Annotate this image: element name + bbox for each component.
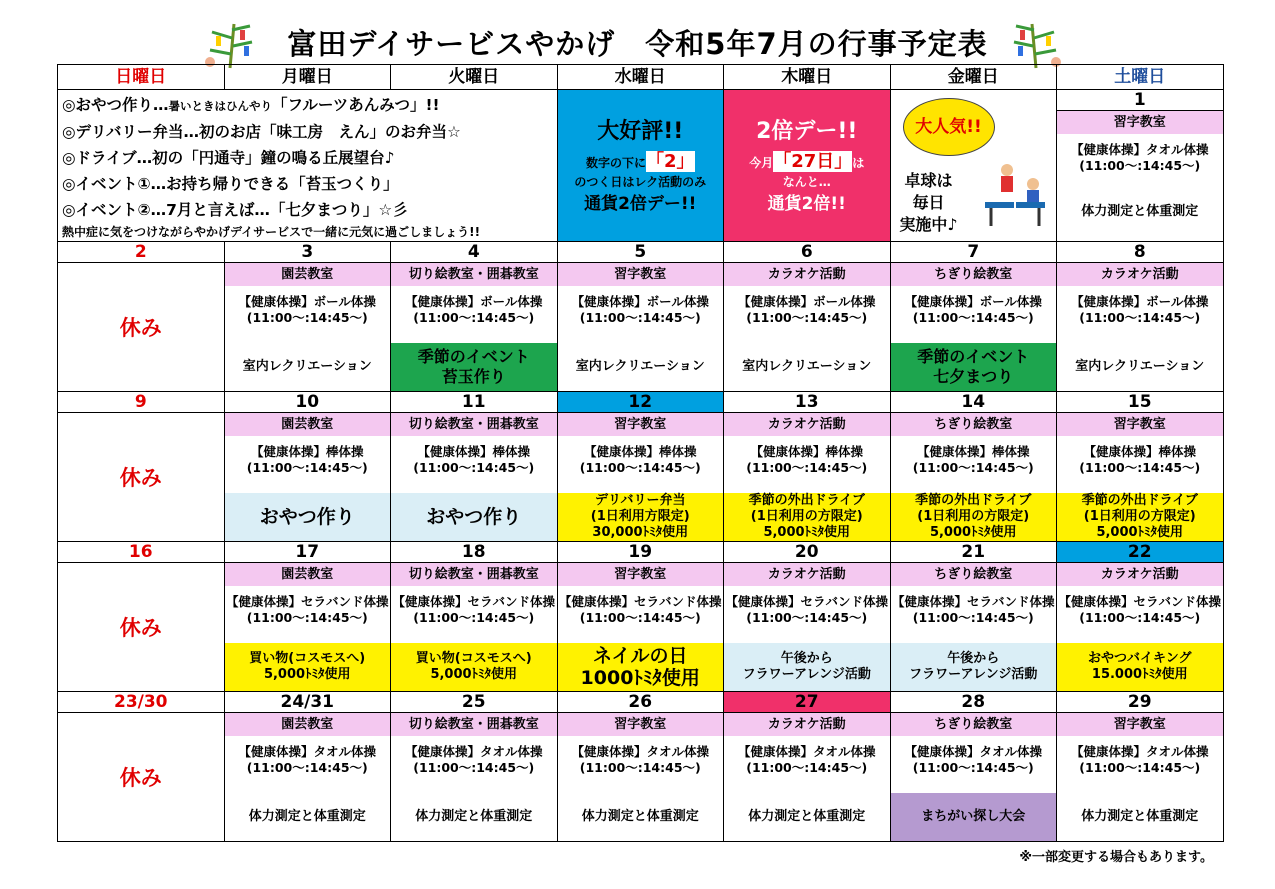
activity-1: 習字教室 xyxy=(558,263,724,286)
day-cell xyxy=(890,263,1057,392)
activity-2: 【健康体操】タオル体操 (11:00～:14:45～) xyxy=(571,744,709,775)
activity-1: 習字教室 xyxy=(1057,713,1223,736)
weekday-header: 火曜日 xyxy=(391,65,558,90)
day-cell-1 xyxy=(1057,90,1224,242)
day-number: 9 xyxy=(58,392,225,413)
activity-1: 切り絵教室・囲碁教室 xyxy=(391,263,557,286)
activity-1: 習字教室 xyxy=(1057,413,1223,436)
weekday-header: 水曜日 xyxy=(557,65,724,90)
activity-3: おやつ作り xyxy=(391,493,557,541)
info-line-3: ◎ドライブ…初の「円通寺」鐘の鳴る丘展望台♪ xyxy=(62,149,395,167)
day-number: 7 xyxy=(890,242,1057,263)
activity-2: 【健康体操】セラバンド体操 (11:00～:14:45～) xyxy=(725,594,888,625)
activity-1: カラオケ活動 xyxy=(1057,563,1223,586)
day-cell xyxy=(1057,263,1224,392)
activity-1: 習字教室 xyxy=(558,413,724,436)
activity-1: 園芸教室 xyxy=(225,713,391,736)
week-activity-row xyxy=(58,713,1224,842)
weekday-header: 木曜日 xyxy=(724,65,891,90)
weekday-header-row xyxy=(58,65,1224,90)
day-cell xyxy=(557,563,724,692)
day-number: 16 xyxy=(58,542,225,563)
info-line-4: ◎イベント①…お持ち帰りできる「苔玉つくり」 xyxy=(62,175,399,193)
day-cell xyxy=(1057,413,1224,542)
activity-2: 【健康体操】タオル体操 (11:00～:14:45～) xyxy=(1070,744,1209,775)
sunday-cell xyxy=(58,713,225,842)
activity-1: ちぎり絵教室 xyxy=(891,263,1057,286)
day-number: 5 xyxy=(557,242,724,263)
day-number: 11 xyxy=(391,392,558,413)
day-number-row xyxy=(58,542,1224,563)
day-cell xyxy=(724,413,891,542)
activity-2: 【健康体操】タオル体操 (11:00～:14:45～) xyxy=(737,744,876,775)
activity-1: 切り絵教室・囲碁教室 xyxy=(391,713,557,736)
activity-2: 【健康体操】ボール体操 (11:00～:14:45～) xyxy=(1071,294,1209,325)
activity-1: 習字教室 xyxy=(558,713,724,736)
day-cell xyxy=(724,263,891,392)
day-cell xyxy=(890,563,1057,692)
activity-3: 買い物(コスモスへ) 5,000ﾄﾐﾀ使用 xyxy=(225,643,391,691)
activity-1: 園芸教室 xyxy=(225,263,391,286)
activity-1: カラオケ活動 xyxy=(724,563,890,586)
info-line-5: ◎イベント②…7月と言えば…「七夕まつり」☆彡 xyxy=(62,201,408,219)
day-number: 15 xyxy=(1057,392,1224,413)
sunday-cell xyxy=(58,413,225,542)
activity-1: 習字教室 xyxy=(558,563,724,586)
activity-3: 季節の外出ドライブ (1日利用の方限定) 5,000ﾄﾐﾀ使用 xyxy=(891,493,1057,541)
weekday-header: 土曜日 xyxy=(1057,65,1224,90)
weekday-header: 月曜日 xyxy=(224,65,391,90)
table-tennis-icon xyxy=(979,160,1051,232)
activity-1: 習字教室 xyxy=(1057,111,1223,134)
rest-label: 休み xyxy=(119,316,162,340)
activity-3: 体力測定と体重測定 xyxy=(748,809,866,824)
activity-1: カラオケ活動 xyxy=(724,413,890,436)
day-number: 6 xyxy=(724,242,891,263)
day-number: 21 xyxy=(890,542,1057,563)
day-number: 20 xyxy=(724,542,891,563)
day-cell xyxy=(557,263,724,392)
activity-2: 【健康体操】セラバンド体操 (11:00～:14:45～) xyxy=(225,594,389,625)
day-number: 12 xyxy=(557,392,724,413)
day-number: 3 xyxy=(224,242,391,263)
activity-2: 【健康体操】ボール体操 (11:00～:14:45～) xyxy=(738,294,876,325)
day-cell xyxy=(724,563,891,692)
day-number: 28 xyxy=(890,692,1057,713)
activity-1: 切り絵教室・囲碁教室 xyxy=(391,563,557,586)
calendar-table xyxy=(57,64,1224,842)
info-line-2: ◎デリバリー弁当…初のお店「味工房 えん」のお弁当☆ xyxy=(62,123,461,141)
day-number: 2 xyxy=(58,242,225,263)
day-number: 10 xyxy=(224,392,391,413)
day-number: 24/31 xyxy=(224,692,391,713)
activity-2: 【健康体操】ボール体操 (11:00～:14:45～) xyxy=(238,294,376,325)
day-cell xyxy=(557,713,724,842)
activity-2: 【健康体操】棒体操 (11:00～:14:45～) xyxy=(579,444,701,475)
activity-3: 季節のイベント 七夕まつり xyxy=(891,343,1057,391)
activity-1: カラオケ活動 xyxy=(1057,263,1223,286)
day-cell xyxy=(557,413,724,542)
day-number: 13 xyxy=(724,392,891,413)
activity-1: ちぎり絵教室 xyxy=(891,713,1057,736)
day-cell xyxy=(890,413,1057,542)
activity-2: 【健康体操】タオル体操 (11:00～:14:45～) xyxy=(404,744,543,775)
activity-2: 【健康体操】棒体操 (11:00～:14:45～) xyxy=(912,444,1034,475)
promo-thursday: 2倍デー!! 今月「27日」は なんと… 通貨2倍!! xyxy=(724,90,891,242)
day-cell xyxy=(1057,563,1224,692)
week-activity-row xyxy=(58,413,1224,542)
activity-3: 買い物(コスモスへ) 5,000ﾄﾐﾀ使用 xyxy=(391,643,557,691)
day-number: 29 xyxy=(1057,692,1224,713)
activity-3: 季節の外出ドライブ (1日利用の方限定) 5,000ﾄﾐﾀ使用 xyxy=(724,493,890,541)
day-cell xyxy=(224,263,391,392)
activity-3: 季節の外出ドライブ (1日利用の方限定) 5,000ﾄﾐﾀ使用 xyxy=(1057,493,1223,541)
day-number: 4 xyxy=(391,242,558,263)
activity-1: 切り絵教室・囲碁教室 xyxy=(391,413,557,436)
tanabata-bamboo-icon xyxy=(1010,22,1066,70)
rest-label: 休み xyxy=(119,466,162,490)
activity-3: 体力測定と体重測定 xyxy=(248,809,366,824)
promo-friday: 大人気!! 卓球は 毎日 実施中♪ xyxy=(890,90,1057,242)
week-0-row xyxy=(58,90,1224,242)
tanabata-bamboo-icon xyxy=(200,22,256,70)
activity-1: 園芸教室 xyxy=(225,413,391,436)
day-number: 14 xyxy=(890,392,1057,413)
activity-3: 午後から フラワーアレンジ活動 xyxy=(724,643,890,691)
day-cell xyxy=(391,413,558,542)
activity-3: おやつバイキング 15.000ﾄﾐﾀ使用 xyxy=(1057,643,1223,691)
activity-3: 室内レクリエーション xyxy=(1075,359,1205,374)
activity-2: 【健康体操】タオル体操 (11:00～:14:45～) xyxy=(238,744,376,775)
day-cell xyxy=(224,713,391,842)
activity-1: ちぎり絵教室 xyxy=(891,563,1057,586)
day-number: 23/30 xyxy=(58,692,225,713)
day-number: 1 xyxy=(1057,90,1223,111)
activity-2: 【健康体操】タオル体操 (11:00～:14:45～) xyxy=(1070,142,1209,173)
activity-3: まちがい探し大会 xyxy=(891,793,1057,841)
info-line-1: ◎おやつ作り…暑いときはひんやり「フルーツあんみつ」!! xyxy=(62,96,440,114)
day-number: 17 xyxy=(224,542,391,563)
activity-2: 【健康体操】セラバンド体操 (11:00～:14:45～) xyxy=(891,594,1055,625)
activity-3: 室内レクリエーション xyxy=(742,359,872,374)
rest-label: 休み xyxy=(119,616,162,640)
activity-3: おやつ作り xyxy=(225,493,391,541)
activity-2: 【健康体操】棒体操 (11:00～:14:45～) xyxy=(246,444,368,475)
activity-2: 【健康体操】タオル体操 (11:00～:14:45～) xyxy=(904,744,1042,775)
day-cell xyxy=(224,563,391,692)
week-activity-row xyxy=(58,563,1224,692)
activity-2: 【健康体操】棒体操 (11:00～:14:45～) xyxy=(413,444,535,475)
promo-wednesday: 大好評!! 数字の下に「2」 のつく日はレク活動のみ 通貨2倍デー!! xyxy=(557,90,724,242)
activity-3: 午後から フラワーアレンジ活動 xyxy=(891,643,1057,691)
activity-3: 季節のイベント 苔玉作り xyxy=(391,343,557,391)
activity-3: 体力測定と体重測定 xyxy=(415,809,533,824)
activity-1: カラオケ活動 xyxy=(724,713,890,736)
day-number: 26 xyxy=(557,692,724,713)
day-cell xyxy=(391,713,558,842)
info-panel xyxy=(58,90,558,242)
page-title: 富田デイサービスやかげ 令和5年7月の行事予定表 xyxy=(287,27,988,61)
weekday-header: 日曜日 xyxy=(58,65,225,90)
activity-2: 【健康体操】セラバンド体操 (11:00～:14:45～) xyxy=(392,594,555,625)
day-number-row xyxy=(58,692,1224,713)
activity-2: 【健康体操】棒体操 (11:00～:14:45～) xyxy=(1079,444,1201,475)
activity-2: 【健康体操】ボール体操 (11:00～:14:45～) xyxy=(571,294,709,325)
day-number-row xyxy=(58,242,1224,263)
day-number: 8 xyxy=(1057,242,1224,263)
activity-3: 室内レクリエーション xyxy=(575,359,705,374)
day-number: 19 xyxy=(557,542,724,563)
speech-bubble: 大人気!! xyxy=(903,98,995,156)
week-activity-row xyxy=(58,263,1224,392)
activity-3: 体力測定と体重測定 xyxy=(581,809,699,824)
activity-2: 【健康体操】ボール体操 (11:00～:14:45～) xyxy=(405,294,543,325)
activity-3: ネイルの日 1000ﾄﾐﾀ使用 xyxy=(558,643,724,691)
activity-2: 【健康体操】棒体操 (11:00～:14:45～) xyxy=(746,444,868,475)
day-cell xyxy=(224,413,391,542)
sunday-cell xyxy=(58,263,225,392)
sunday-cell xyxy=(58,563,225,692)
day-cell xyxy=(391,263,558,392)
day-number-row xyxy=(58,392,1224,413)
activity-3: 体力測定と体重測定 xyxy=(1081,809,1199,824)
day-cell xyxy=(724,713,891,842)
activity-2: 【健康体操】セラバンド体操 (11:00～:14:45～) xyxy=(1058,594,1221,625)
activity-3: デリバリー弁当 (1日利用方限定) 30,000ﾄﾐﾀ使用 xyxy=(558,493,724,541)
info-line-6: 熱中症に気をつけながらやかげデイサービスで一緒に元気に過ごしましょう!! xyxy=(62,225,481,239)
day-number: 27 xyxy=(724,692,891,713)
activity-3: 室内レクリエーション xyxy=(242,359,372,374)
footer-note: ※一部変更する場合もあります。 xyxy=(1019,850,1213,865)
activity-1: カラオケ活動 xyxy=(724,263,890,286)
day-cell xyxy=(391,563,558,692)
weekday-header: 金曜日 xyxy=(890,65,1057,90)
activity-2: 【健康体操】セラバンド体操 (11:00～:14:45～) xyxy=(558,594,722,625)
day-number: 18 xyxy=(391,542,558,563)
day-cell xyxy=(890,713,1057,842)
day-number: 25 xyxy=(391,692,558,713)
activity-3: 体力測定と体重測定 xyxy=(1081,204,1199,219)
rest-label: 休み xyxy=(119,766,162,790)
day-cell xyxy=(1057,713,1224,842)
activity-2: 【健康体操】ボール体操 (11:00～:14:45～) xyxy=(904,294,1042,325)
activity-1: 園芸教室 xyxy=(225,563,391,586)
day-number: 22 xyxy=(1057,542,1224,563)
activity-1: ちぎり絵教室 xyxy=(891,413,1057,436)
